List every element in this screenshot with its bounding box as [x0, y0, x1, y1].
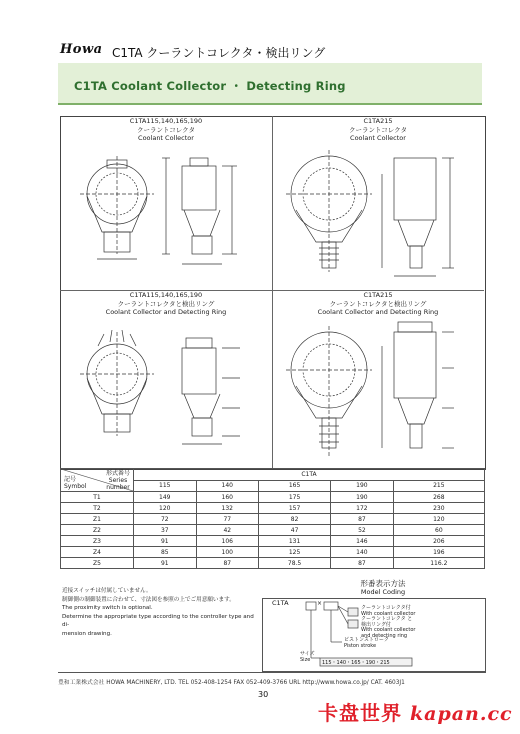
piston-stroke-label: ピストンストローク Piston stroke: [344, 637, 389, 649]
model-header-en: Series: [108, 477, 128, 484]
series-label: C1TA: [134, 469, 485, 481]
drawing-divider-vertical: [272, 116, 273, 468]
company-logo: Howa: [60, 42, 103, 57]
column-header: 215: [393, 480, 484, 492]
column-header: 140: [196, 480, 259, 492]
table-header-corner: [61, 469, 134, 492]
table-row: [61, 525, 485, 536]
table-row: [61, 536, 485, 547]
note-line: 近接スイッチは付属していません。: [62, 588, 152, 594]
caption-bottom-left: C1TA115,140,165,190 クーラントコレクタと検出リング Coolant Collector and Detecting Ring: [105, 291, 227, 316]
row-symbol: T1: [61, 492, 134, 503]
table-cell: 37: [134, 525, 197, 536]
watermark: [318, 697, 513, 726]
model-coding-title: 形番表示方法 Model Coding: [360, 579, 406, 596]
row-symbol: Z2: [61, 525, 134, 536]
footer-rule: [58, 672, 486, 673]
dimension-table: [60, 468, 485, 569]
size-label: サイズ Size: [300, 651, 315, 663]
table-cell: 268: [393, 492, 484, 503]
table-cell: 140: [331, 547, 394, 558]
table-cell: 160: [196, 492, 259, 503]
size-options: 115・140・165・190・215: [322, 660, 390, 666]
model-header-jp: 形式番号: [105, 470, 130, 477]
table-row: [61, 558, 485, 569]
table-cell: 106: [196, 536, 259, 547]
table-cell: 175: [259, 492, 331, 503]
footer-company: 豊和工業株式会社 HOWA MACHINERY, LTD. TEL 052-408-1254 FAX 052-409-3766 URL http://www.howa.co.jp/ CAT. 4603J1: [58, 680, 405, 686]
watermark-cn: 卡盘世界: [318, 701, 402, 725]
model-prefix: C1TA: [272, 599, 289, 607]
table-cell: 91: [134, 536, 197, 547]
table-cell: 172: [331, 503, 394, 514]
row-symbol: Z4: [61, 547, 134, 558]
row-symbol: Z1: [61, 514, 134, 525]
table-cell: 85: [134, 547, 197, 558]
note-line: mension drawing.: [62, 630, 112, 637]
model-sep: ×: [317, 600, 323, 607]
page-number: 30: [258, 690, 269, 699]
column-header: 115: [134, 480, 197, 492]
table-cell: 196: [393, 547, 484, 558]
column-header: 165: [259, 480, 331, 492]
table-cell: 132: [196, 503, 259, 514]
note-line: The proximity switch is optional.: [62, 605, 153, 612]
caption-bottom-right: C1TA215 クーラントコレクタと検出リング Coolant Collector and Detecting Ring: [317, 291, 439, 316]
table-cell: 230: [393, 503, 484, 514]
table-cell: 149: [134, 492, 197, 503]
page-title-jp: C1TA クーラントコレクタ・検出リング: [112, 46, 326, 60]
option-coolant: クーラントコレクタ付 With coolant collector クーラントコレクタ と 検出リング付 With coolant collector and detecting ring: [361, 605, 416, 639]
table-cell: 120: [134, 503, 197, 514]
table-cell: 131: [259, 536, 331, 547]
watermark-domain: kapan.cc: [409, 703, 513, 725]
table-cell: 72: [134, 514, 197, 525]
caption-top-left: C1TA115,140,165,190 クーラントコレクタ Coolant Collector: [129, 117, 203, 142]
table-cell: 190: [331, 492, 394, 503]
table-cell: 87: [331, 558, 394, 569]
table-cell: 157: [259, 503, 331, 514]
notes-block: [62, 587, 262, 639]
drawing-coolant-collector-215: [274, 144, 482, 288]
table-row: [61, 503, 485, 514]
row-symbol: T2: [61, 503, 134, 514]
table-row: [61, 492, 485, 503]
caption-top-right: C1TA215 クーラントコレクタ Coolant Collector: [349, 117, 407, 142]
symbol-header-jp: 記号: [64, 476, 77, 483]
table-cell: 206: [393, 536, 484, 547]
model-header-en2: number: [106, 484, 130, 491]
table-cell: 100: [196, 547, 259, 558]
note-line: 制御側の制御装置に合わせて、寸法図を参照の上でご用意願います。: [62, 596, 235, 603]
table-cell: 91: [134, 558, 197, 569]
table-cell: 87: [331, 514, 394, 525]
table-cell: 42: [196, 525, 259, 536]
drawing-collector-detecting-ring-small: [62, 318, 270, 466]
note-line: Determine the appropriate type according to the controller type and di-: [62, 613, 254, 629]
table-row: [61, 547, 485, 558]
table-cell: 87: [196, 558, 259, 569]
table-cell: 125: [259, 547, 331, 558]
table-cell: 116.2: [393, 558, 484, 569]
table-cell: 82: [259, 514, 331, 525]
row-symbol: Z3: [61, 536, 134, 547]
drawing-coolant-collector-small: [62, 144, 270, 288]
symbol-header-en: Symbol: [64, 483, 87, 490]
table-cell: 47: [259, 525, 331, 536]
table-cell: 146: [331, 536, 394, 547]
table-cell: 78.5: [259, 558, 331, 569]
table-cell: 120: [393, 514, 484, 525]
title-rule: [58, 103, 482, 105]
table-cell: 60: [393, 525, 484, 536]
table-cell: 52: [331, 525, 394, 536]
page-title-en: C1TA Coolant Collector ・ Detecting Ring: [74, 79, 346, 93]
drawing-collector-detecting-ring-215: [274, 318, 482, 466]
table-row: [61, 514, 485, 525]
table-cell: 77: [196, 514, 259, 525]
column-header: 190: [331, 480, 394, 492]
row-symbol: Z5: [61, 558, 134, 569]
